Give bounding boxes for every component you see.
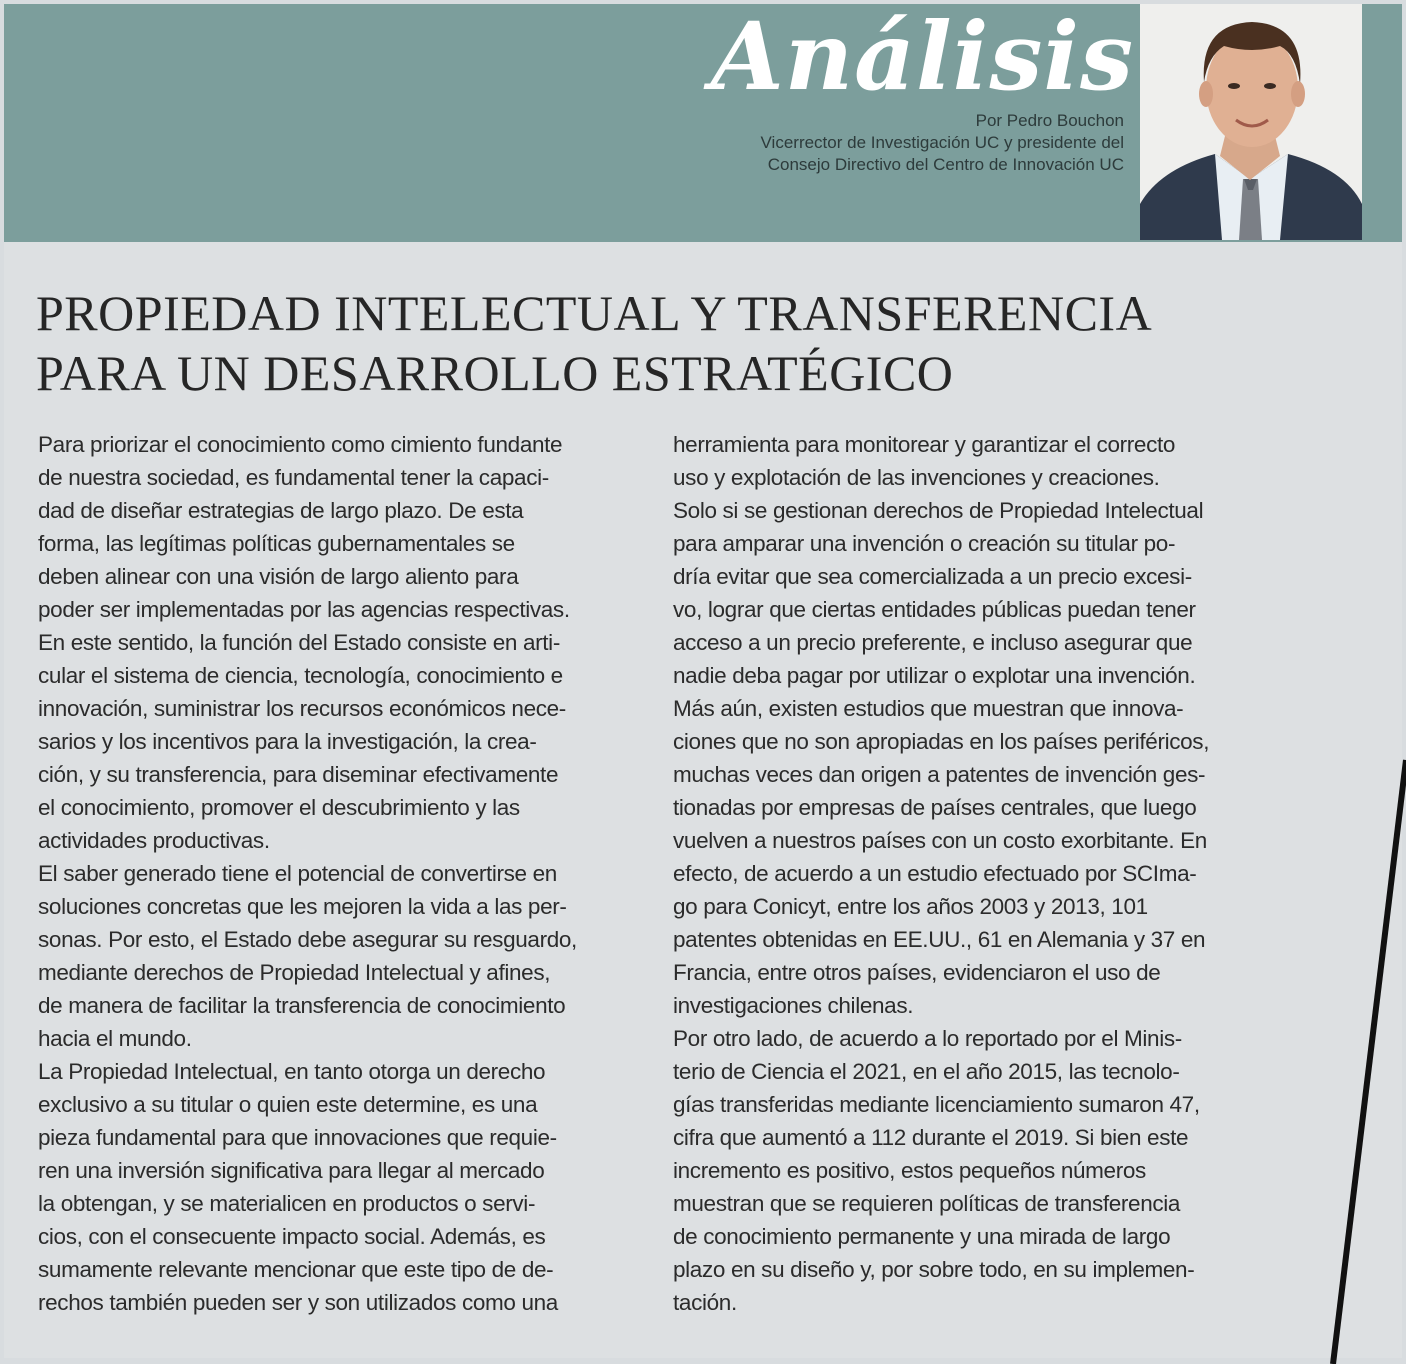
article-text-line: go para Conicyt, entre los años 2003 y 2013, 101 xyxy=(673,894,1148,919)
author-portrait-image xyxy=(1140,4,1362,240)
article-text-line: sumamente relevante mencionar que este tipo de de- xyxy=(38,1257,554,1282)
article-headline xyxy=(36,283,1286,403)
article-text-line: terio de Ciencia el 2021, en el año 2015, las tecnolo- xyxy=(673,1059,1180,1084)
article-text-line: el conocimiento, promover el descubrimiento y las xyxy=(38,795,520,820)
article-text-line: actividades productivas. xyxy=(38,828,270,853)
article-text-line: muestran que se requieren políticas de transferencia xyxy=(673,1191,1181,1216)
article-text-line: investigaciones chilenas. xyxy=(673,993,914,1018)
article-text-line: hacia el mundo. xyxy=(38,1026,192,1051)
article-text-line: ciones que no son apropiadas en los países periféricos, xyxy=(673,729,1210,754)
headline-line: PARA UN DESARROLLO ESTRATÉGICO xyxy=(36,345,954,401)
author-photo xyxy=(1140,4,1362,240)
article-text-line: muchas veces dan origen a patentes de invención ges- xyxy=(673,762,1206,787)
article-text-line: herramienta para monitorear y garantizar el correcto xyxy=(673,432,1176,457)
byline-line: Por Pedro Bouchon xyxy=(975,111,1124,130)
article-text-line: cifra que aumentó a 112 durante el 2019. Si bien este xyxy=(673,1125,1189,1150)
article-text-line: de nuestra sociedad, es fundamental tener la capaci- xyxy=(38,465,549,490)
article-text-line: cular el sistema de ciencia, tecnología, conocimiento e xyxy=(38,663,563,688)
article-text-line: innovación, suministrar los recursos económicos nece- xyxy=(38,696,566,721)
article-text-line: de manera de facilitar la transferencia de conocimiento xyxy=(38,993,566,1018)
article-text-line: gías transferidas mediante licenciamiento sumaron 47, xyxy=(673,1092,1200,1117)
article-text-line: forma, las legítimas políticas gubernamentales se xyxy=(38,531,515,556)
article-text-line: para amparar una invención o creación su titular po- xyxy=(673,531,1176,556)
article-text-line: ción, y su transferencia, para diseminar efectivamente xyxy=(38,762,559,787)
article-text-line: mediante derechos de Propiedad Intelectual y afines, xyxy=(38,960,551,985)
article-text-line: El saber generado tiene el potencial de convertirse en xyxy=(38,861,557,886)
headline-line: PROPIEDAD INTELECTUAL Y TRANSFERENCIA xyxy=(36,285,1153,341)
article-text-line: acceso a un precio preferente, e incluso asegurar que xyxy=(673,630,1193,655)
author-byline xyxy=(761,110,1124,176)
article-text-line: sarios y los incentivos para la investigación, la crea- xyxy=(38,729,537,754)
section-label: Análisis xyxy=(710,2,1134,112)
article-text-line: incremento es positivo, estos pequeños números xyxy=(673,1158,1146,1183)
article-text-line: patentes obtenidas en EE.UU., 61 en Alemania y 37 en xyxy=(673,927,1206,952)
header-right-strip xyxy=(1362,4,1402,242)
article-text-line: tionadas por empresas de países centrales, que luego xyxy=(673,795,1197,820)
article-text-line: soluciones concretas que les mejoren la vida a las per- xyxy=(38,894,567,919)
article-text-line: dría evitar que sea comercializada a un precio excesi- xyxy=(673,564,1192,589)
article-text-line: efecto, de acuerdo a un estudio efectuado por SCIma- xyxy=(673,861,1197,886)
article-text-line: la obtengan, y se materialicen en productos o servi- xyxy=(38,1191,536,1216)
article-column-left xyxy=(38,428,638,1319)
article-text-line: cios, con el consecuente impacto social. Además, es xyxy=(38,1224,546,1249)
article-text-line: ren una inversión significativa para llegar al mercado xyxy=(38,1158,545,1183)
article-text-line: Para priorizar el conocimiento como cimiento fundante xyxy=(38,432,563,457)
article-text-line: Solo si se gestionan derechos de Propiedad Intelectual xyxy=(673,498,1204,523)
article-text-line: deben alinear con una visión de largo aliento para xyxy=(38,564,519,589)
article-text-line: de conocimiento permanente y una mirada de largo xyxy=(673,1224,1171,1249)
article-text-line: Francia, entre otros países, evidenciaron el uso de xyxy=(673,960,1161,985)
article-text-line: dad de diseñar estrategias de largo plazo. De esta xyxy=(38,498,524,523)
article-text-line: tación. xyxy=(673,1290,737,1315)
article-text-line: En este sentido, la función del Estado consiste en arti- xyxy=(38,630,560,655)
byline-line: Vicerrector de Investigación UC y presidente del xyxy=(760,133,1124,152)
article-text-line: sonas. Por esto, el Estado debe asegurar su resguardo, xyxy=(38,927,577,952)
article-column-right xyxy=(673,428,1273,1319)
article-text-line: rechos también pueden ser y son utilizados como una xyxy=(38,1290,558,1315)
article-text-line: Por otro lado, de acuerdo a lo reportado por el Minis- xyxy=(673,1026,1182,1051)
article-text-line: vuelven a nuestros países con un costo exorbitante. En xyxy=(673,828,1207,853)
article-text-line: plazo en su diseño y, por sobre todo, en su implemen- xyxy=(673,1257,1195,1282)
byline-line: Consejo Directivo del Centro de Innovación UC xyxy=(767,155,1124,174)
article-text-line: nadie deba pagar por utilizar o explotar una invención. xyxy=(673,663,1196,688)
article-text-line: poder ser implementadas por las agencias respectivas. xyxy=(38,597,570,622)
article-text-line: La Propiedad Intelectual, en tanto otorga un derecho xyxy=(38,1059,546,1084)
article-text-line: vo, lograr que ciertas entidades públicas puedan tener xyxy=(673,597,1196,622)
article-text-line: exclusivo a su titular o quien este determine, es una xyxy=(38,1092,538,1117)
article-text-line: uso y explotación de las invenciones y creaciones. xyxy=(673,465,1160,490)
article-text-line: pieza fundamental para que innovaciones que requie- xyxy=(38,1125,557,1150)
article-text-line: Más aún, existen estudios que muestran que innova- xyxy=(673,696,1184,721)
